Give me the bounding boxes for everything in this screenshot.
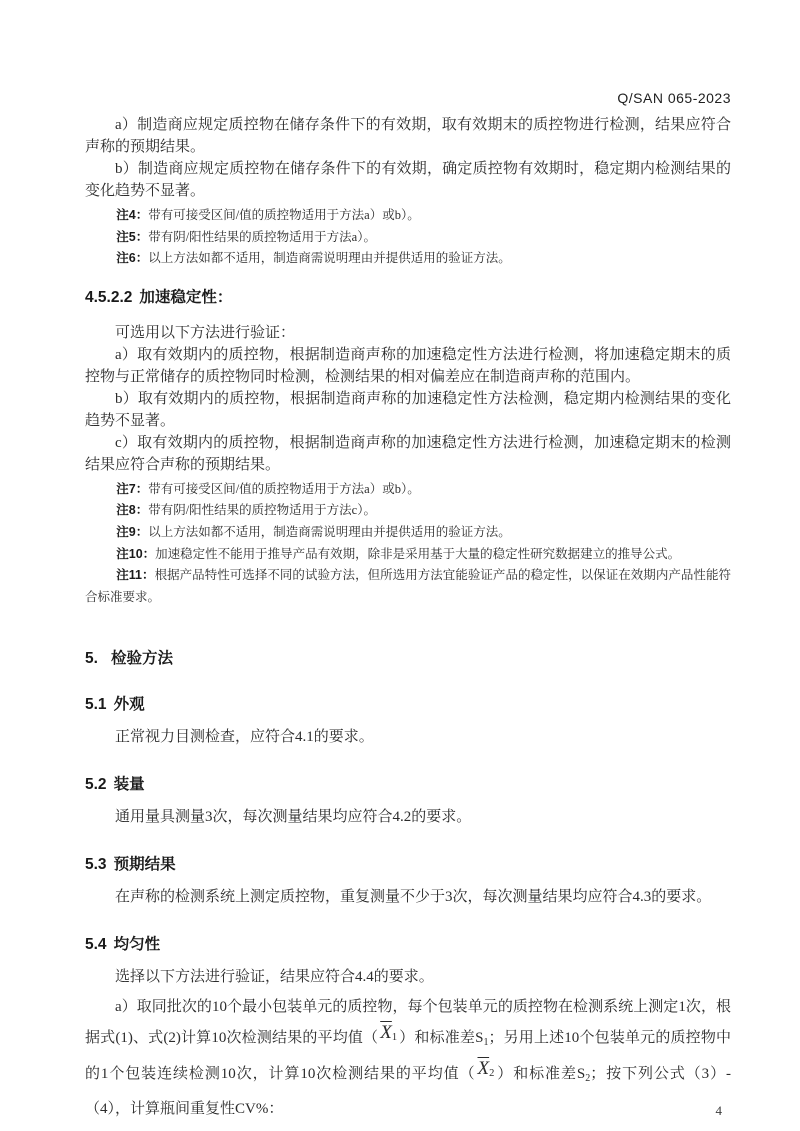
heading-5-4-title: 均匀性 — [113, 936, 161, 954]
note-6 — [85, 248, 731, 270]
heading-4-5-2-2-number: 4.5.2.2 — [85, 288, 133, 306]
note-9 — [85, 522, 731, 544]
storage-stability-item-a: a）制造商应规定质控物在储存条件下的有效期，取有效期末的质控物进行检测，结果应符合声称的预期结果。 — [85, 117, 731, 155]
heading-4-5-2-2 — [85, 285, 731, 307]
heading-5-2 — [85, 772, 731, 794]
heading-5-2-title: 装量 — [113, 776, 145, 794]
note-11 — [85, 565, 731, 608]
note-5 — [85, 227, 731, 249]
section-5-2-body: 通用量具测量3次，每次测量结果均应符合4.2的要求。 — [115, 809, 472, 826]
heading-5-1 — [85, 692, 731, 714]
note-9-text: 以上方法如都不适用，制造商需说明理由并提供适用的验证方法。 — [148, 524, 511, 539]
homogeneity-seg5: ；按下列公式（3）-（4），计算瓶间重复性CV%： — [85, 1066, 732, 1118]
s2-subscript: 2 — [585, 1073, 591, 1085]
xbar1-subscript: 1 — [391, 1032, 398, 1044]
accelerated-stability-notes — [85, 479, 731, 609]
heading-5-3 — [85, 852, 731, 874]
heading-section-5-title: 检验方法 — [110, 650, 173, 668]
homogeneity-seg4: ）和标准差S — [496, 1066, 586, 1083]
heading-4-5-2-2-title: 加速稳定性： — [139, 288, 233, 306]
note-4-text: 带有可接受区间/值的质控物适用于方法a）或b）。 — [148, 208, 420, 222]
homogeneity-seg3: ；另用上述10个包装单元的质控物中的1个包装连续检测10次，计算10次检测结果的平均值（ — [85, 1030, 732, 1083]
storage-stability-notes — [85, 205, 731, 270]
note-8 — [85, 500, 731, 522]
note-8-text: 带有阴/阳性结果的质控物适用于方法c）。 — [148, 503, 376, 518]
note-6-label: 注6： — [116, 251, 149, 266]
document-code-header: Q/SAN 065-2023 — [617, 90, 731, 106]
section-5-3-body: 在声称的检测系统上测定质控物，重复测量不少于3次，每次测量结果均应符合4.3的要求。 — [115, 889, 712, 906]
heading-section-5 — [85, 646, 731, 668]
heading-5-1-title: 外观 — [113, 696, 145, 714]
section-5-4-intro: 选择以下方法进行验证，结果应符合4.4的要求。 — [115, 969, 434, 986]
note-10 — [85, 544, 731, 566]
xbar2-subscript: 2 — [489, 1068, 495, 1080]
mean-x1-symbol — [380, 1018, 397, 1053]
accelerated-stability-item-a: a）取有效期内的质控物，根据制造商声称的加速稳定性方法进行检测，将加速稳定期末的质控物与正常储存的质控物同时检测，检测结果的相对偏差应在制造商声称的范围内。 — [85, 346, 731, 385]
note-6-text: 以上方法如都不适用，制造商需说明理由并提供适用的验证方法。 — [148, 251, 511, 266]
note-7 — [85, 479, 731, 501]
mean-x2-symbol — [478, 1054, 495, 1089]
note-4-label: 注4： — [116, 208, 149, 222]
page-number: 4 — [715, 1103, 722, 1118]
note-7-text: 带有可接受区间/值的质控物适用于方法a）或b）。 — [148, 481, 420, 496]
heading-5-3-number: 5.3 — [85, 856, 107, 874]
note-9-label: 注9： — [116, 524, 149, 539]
xbar-glyph: $\overline{X}$ — [477, 1058, 490, 1080]
note-7-label: 注7： — [116, 481, 149, 496]
heading-5-1-number: 5.1 — [85, 696, 107, 714]
note-4 — [85, 205, 731, 227]
section-5-4-item-a — [85, 992, 731, 1124]
homogeneity-seg2: ）和标准差S — [399, 1030, 484, 1047]
heading-5-2-number: 5.2 — [85, 776, 107, 794]
homogeneity-seg1: a）取同批次的10个最小包装单元的质控物，每个包装单元的质控物在检测系统上测定1次，根据式(1)、式(2)计算10次检测结果的平均值（ — [85, 999, 731, 1047]
heading-5-3-title: 预期结果 — [113, 856, 176, 874]
note-10-label: 注10： — [116, 546, 156, 561]
accelerated-stability-item-b: b）取有效期内的质控物，根据制造商声称的加速稳定性方法检测，稳定期内检测结果的变化趋势不显著。 — [85, 390, 731, 429]
note-10-text: 加速稳定性不能用于推导产品有效期，除非是采用基于大量的稳定性研究数据建立的推导公式。 — [155, 546, 681, 561]
note-11-label: 注11： — [116, 568, 155, 583]
accelerated-stability-intro: 可选用以下方法进行验证： — [115, 324, 296, 341]
heading-5-4 — [85, 932, 731, 954]
accelerated-stability-item-c: c）取有效期内的质控物，根据制造商声称的加速稳定性方法进行检测，加速稳定期末的检测结果应符合声称的预期结果。 — [85, 434, 731, 473]
storage-stability-item-b: b）制造商应规定质控物在储存条件下的有效期，确定质控物有效期时，稳定期内检测结果的变化趋势不显著。 — [85, 161, 731, 199]
section-5-1-body: 正常视力目测检查，应符合4.1的要求。 — [115, 729, 374, 746]
xbar-glyph: $\overline{X}$ — [380, 1022, 392, 1044]
note-8-label: 注8： — [116, 503, 149, 518]
heading-section-5-number: 5. — [85, 650, 98, 668]
note-11-text: 根据产品特性可选择不同的试验方法，但所选用方法宜能验证产品的稳定性，以保证在效期内产品性能符合标准要求。 — [85, 568, 731, 604]
note-5-text: 带有阴/阳性结果的质控物适用于方法a）。 — [148, 229, 376, 244]
heading-5-4-number: 5.4 — [85, 936, 107, 954]
s1-subscript: 1 — [483, 1037, 489, 1049]
note-5-label: 注5： — [116, 229, 149, 244]
